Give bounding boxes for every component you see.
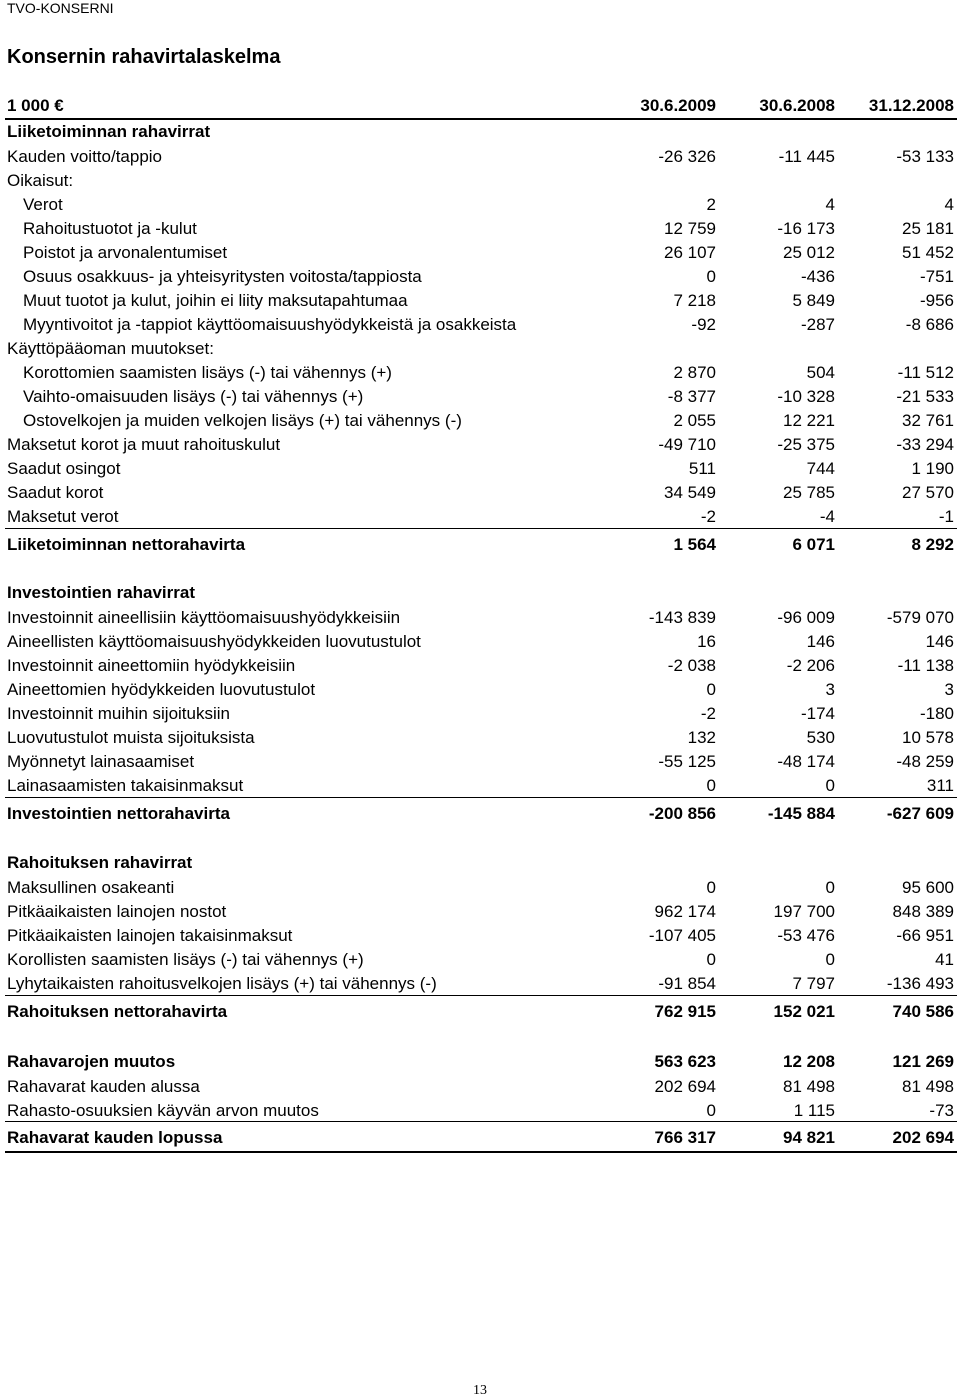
row-value: 962 174 xyxy=(654,902,716,921)
row-label: Saadut korot xyxy=(7,483,104,502)
row-value: 146 xyxy=(925,632,954,651)
row-value: -48 259 xyxy=(896,752,954,771)
row-label: Aineettomien hyödykkeiden luovutustulot xyxy=(7,680,316,699)
row-value: 0 xyxy=(706,878,716,897)
row-value: 0 xyxy=(706,267,716,286)
row-value: -751 xyxy=(919,267,954,286)
row-value: -10 328 xyxy=(777,387,835,406)
table-row xyxy=(7,482,954,504)
table-row xyxy=(7,434,954,456)
divider-line xyxy=(5,1151,957,1153)
row-value: -55 125 xyxy=(658,752,716,771)
table-row xyxy=(7,266,954,288)
table-row xyxy=(7,631,954,653)
row-label: Korottomien saamisten lisäys (-) tai vähennys (+) xyxy=(23,363,392,382)
table-row xyxy=(7,607,954,629)
row-value: -2 206 xyxy=(786,656,835,675)
row-value: 4 xyxy=(825,195,835,214)
row-label: Muut tuotot ja kulut, joihin ei liity maksutapahtumaa xyxy=(23,291,408,310)
row-value: 34 549 xyxy=(664,483,716,502)
row-value: -91 854 xyxy=(658,974,716,993)
table-row xyxy=(7,775,954,797)
row-label: Käyttöpääoman muutokset: xyxy=(7,339,214,358)
table-row xyxy=(7,242,954,264)
row-value: -107 405 xyxy=(648,926,716,945)
row-value: -11 138 xyxy=(897,656,954,675)
column-header: 30.6.2008 xyxy=(759,96,835,115)
row-label: Rahoituksen rahavirrat xyxy=(7,853,193,872)
row-value: 0 xyxy=(825,878,835,897)
row-value: -579 070 xyxy=(886,608,954,627)
row-value: -96 009 xyxy=(777,608,835,627)
row-label: Investointien nettorahavirta xyxy=(7,804,230,823)
row-label: Lainasaamisten takaisinmaksut xyxy=(7,776,244,795)
row-value: 25 181 xyxy=(902,219,954,238)
divider-line xyxy=(5,118,957,120)
table-row xyxy=(7,803,954,825)
divider-line xyxy=(5,995,957,996)
row-label: Investoinnit aineettomiin hyödykkeisiin xyxy=(7,656,296,675)
divider-line xyxy=(5,1121,957,1122)
row-value: 25 012 xyxy=(783,243,835,262)
table-row xyxy=(7,655,954,677)
row-value: -11 445 xyxy=(778,147,835,166)
row-value: -956 xyxy=(919,291,954,310)
row-label: Maksullinen osakeanti xyxy=(7,878,175,897)
table-row xyxy=(7,1076,954,1098)
row-label: Korollisten saamisten lisäys (-) tai vähennys (+) xyxy=(7,950,364,969)
row-label: Investoinnit muihin sijoituksiin xyxy=(7,704,230,723)
row-value: 8 292 xyxy=(911,535,954,554)
row-value: 152 021 xyxy=(773,1002,835,1021)
row-label: Saadut osingot xyxy=(7,459,121,478)
table-row xyxy=(7,973,954,995)
table-row xyxy=(7,582,954,604)
row-value: -73 xyxy=(929,1101,954,1120)
row-value: 2 055 xyxy=(673,411,716,430)
row-value: 81 498 xyxy=(902,1077,954,1096)
row-value: -287 xyxy=(800,315,835,334)
row-value: -180 xyxy=(919,704,954,723)
row-value: 51 452 xyxy=(902,243,954,262)
table-row xyxy=(7,458,954,480)
row-value: 1 564 xyxy=(673,535,716,554)
row-value: -1 xyxy=(938,507,954,526)
row-label: Lyhytaikaisten rahoitusvelkojen lisäys (+) tai vähennys (-) xyxy=(7,974,437,993)
table-row xyxy=(7,1127,954,1149)
row-value: -16 173 xyxy=(777,219,835,238)
row-value: 0 xyxy=(706,950,716,969)
row-label: Liiketoiminnan nettorahavirta xyxy=(7,535,246,554)
row-value: -66 951 xyxy=(896,926,954,945)
row-label: Investointien rahavirrat xyxy=(7,583,196,602)
row-value: -2 xyxy=(700,704,716,723)
row-value: -174 xyxy=(800,704,835,723)
table-row xyxy=(7,338,954,360)
statement-title: Konsernin rahavirtalaskelma xyxy=(7,46,281,68)
row-value: 25 785 xyxy=(783,483,835,502)
table-row xyxy=(7,877,954,899)
row-value: -136 493 xyxy=(886,974,954,993)
row-label: Liiketoiminnan rahavirrat xyxy=(7,122,211,141)
row-value: -143 839 xyxy=(648,608,716,627)
row-value: 0 xyxy=(706,1101,716,1120)
row-label: Myönnetyt lainasaamiset xyxy=(7,752,195,771)
row-value: 511 xyxy=(688,459,716,478)
row-value: 2 870 xyxy=(673,363,716,382)
table-row xyxy=(7,218,954,240)
row-value: -8 686 xyxy=(905,315,954,334)
row-value: 16 xyxy=(697,632,716,651)
row-value: 563 623 xyxy=(654,1052,716,1071)
row-value: 95 600 xyxy=(902,878,954,897)
row-value: 27 570 xyxy=(902,483,954,502)
table-row xyxy=(7,121,954,143)
table-row xyxy=(7,410,954,432)
row-value: -25 375 xyxy=(777,435,835,454)
row-value: 6 071 xyxy=(792,535,835,554)
row-label: Vaihto-omaisuuden lisäys (-) tai vähennys (+) xyxy=(23,387,364,406)
row-value: 0 xyxy=(825,950,835,969)
row-value: -4 xyxy=(819,507,835,526)
row-value: 5 849 xyxy=(792,291,835,310)
row-value: -48 174 xyxy=(777,752,835,771)
row-label: Pitkäaikaisten lainojen nostot xyxy=(7,902,227,921)
row-label: Poistot ja arvonalentumiset xyxy=(23,243,228,262)
row-value: -21 533 xyxy=(896,387,954,406)
table-row xyxy=(7,1051,954,1073)
row-value: 26 107 xyxy=(664,243,716,262)
table-row xyxy=(7,901,954,923)
row-value: 202 694 xyxy=(654,1077,716,1096)
row-value: 94 821 xyxy=(783,1128,835,1147)
table-row xyxy=(7,194,954,216)
row-value: 504 xyxy=(806,363,835,382)
row-value: 311 xyxy=(926,776,954,795)
row-label: Oikaisut: xyxy=(7,171,74,190)
row-value: 3 xyxy=(944,680,954,699)
column-header: 30.6.2009 xyxy=(640,96,716,115)
row-value: 1 115 xyxy=(793,1101,835,1120)
table-row xyxy=(7,146,954,168)
page-number: 13 xyxy=(473,1383,487,1398)
table-row xyxy=(7,727,954,749)
row-value: 32 761 xyxy=(902,411,954,430)
row-label: Investoinnit aineellisiin käyttöomaisuushyödykkeisiin xyxy=(7,608,401,627)
row-value: -200 856 xyxy=(648,804,716,823)
table-row xyxy=(7,314,954,336)
row-value: 12 221 xyxy=(783,411,835,430)
row-label: Rahavarat kauden alussa xyxy=(7,1077,200,1096)
row-value: 0 xyxy=(706,680,716,699)
table-row xyxy=(7,949,954,971)
row-value: 146 xyxy=(806,632,835,651)
row-value: 0 xyxy=(706,776,716,795)
row-value: 2 xyxy=(706,195,716,214)
divider-line xyxy=(5,797,957,798)
unit-label: 1 000 € xyxy=(7,96,64,115)
row-label: Pitkäaikaisten lainojen takaisinmaksut xyxy=(7,926,293,945)
row-value: -627 609 xyxy=(886,804,954,823)
row-value: 766 317 xyxy=(654,1128,716,1147)
row-value: 41 xyxy=(935,950,954,969)
row-value: 7 218 xyxy=(673,291,716,310)
row-value: -2 038 xyxy=(667,656,716,675)
table-row xyxy=(7,362,954,384)
row-value: 0 xyxy=(825,776,835,795)
table-row xyxy=(7,925,954,947)
row-label: Verot xyxy=(23,195,63,214)
table-row xyxy=(7,534,954,556)
column-header: 31.12.2008 xyxy=(868,96,954,115)
row-value: -53 133 xyxy=(896,147,954,166)
table-row xyxy=(7,290,954,312)
row-value: 7 797 xyxy=(792,974,835,993)
row-value: 10 578 xyxy=(902,728,954,747)
row-value: 12 759 xyxy=(664,219,716,238)
row-value: 132 xyxy=(687,728,716,747)
row-value: -8 377 xyxy=(667,387,716,406)
row-value: 740 586 xyxy=(892,1002,954,1021)
company-name: TVO-KONSERNI xyxy=(7,0,114,16)
row-value: -53 476 xyxy=(777,926,835,945)
table-row xyxy=(7,852,954,874)
row-label: Maksetut korot ja muut rahoituskulut xyxy=(7,435,281,454)
row-label: Kauden voitto/tappio xyxy=(7,147,163,166)
table-row xyxy=(7,506,954,528)
row-value: 3 xyxy=(825,680,835,699)
row-value: -49 710 xyxy=(658,435,716,454)
row-value: -436 xyxy=(800,267,835,286)
table-row xyxy=(7,1001,954,1023)
row-label: Aineellisten käyttöomaisuushyödykkeiden luovutustulot xyxy=(7,632,421,651)
row-label: Rahavarojen muutos xyxy=(7,1052,176,1071)
row-value: 4 xyxy=(944,195,954,214)
row-value: -33 294 xyxy=(896,435,954,454)
row-value: 744 xyxy=(806,459,835,478)
row-value: -145 884 xyxy=(767,804,835,823)
row-value: 12 208 xyxy=(783,1052,835,1071)
row-value: 762 915 xyxy=(654,1002,716,1021)
row-label: Myyntivoitot ja -tappiot käyttöomaisuushyödykkeistä ja osakkeista xyxy=(23,315,517,334)
divider-line xyxy=(5,528,957,529)
row-value: -92 xyxy=(691,315,716,334)
row-label: Osuus osakkuus- ja yhteisyritysten voitosta/tappiosta xyxy=(23,267,422,286)
row-value: 530 xyxy=(806,728,835,747)
table-row xyxy=(7,386,954,408)
table-row xyxy=(7,751,954,773)
row-value: 1 190 xyxy=(911,459,954,478)
row-label: Rahoitustuotot ja -kulut xyxy=(23,219,197,238)
row-value: -11 512 xyxy=(897,363,954,382)
table-row xyxy=(7,679,954,701)
row-value: 81 498 xyxy=(783,1077,835,1096)
table-header-row xyxy=(7,95,954,117)
row-label: Ostovelkojen ja muiden velkojen lisäys (+) tai vähennys (-) xyxy=(23,411,462,430)
row-value: -26 326 xyxy=(658,147,716,166)
row-value: 121 269 xyxy=(892,1052,954,1071)
row-label: Maksetut verot xyxy=(7,507,119,526)
row-value: 197 700 xyxy=(773,902,835,921)
table-row xyxy=(7,1100,954,1122)
row-value: 202 694 xyxy=(892,1128,954,1147)
row-value: -2 xyxy=(700,507,716,526)
row-label: Rahavarat kauden lopussa xyxy=(7,1128,223,1147)
table-row xyxy=(7,703,954,725)
row-label: Luovutustulot muista sijoituksista xyxy=(7,728,255,747)
row-label: Rahoituksen nettorahavirta xyxy=(7,1002,228,1021)
table-row xyxy=(7,170,954,192)
row-value: 848 389 xyxy=(892,902,954,921)
row-label: Rahasto-osuuksien käyvän arvon muutos xyxy=(7,1101,319,1120)
